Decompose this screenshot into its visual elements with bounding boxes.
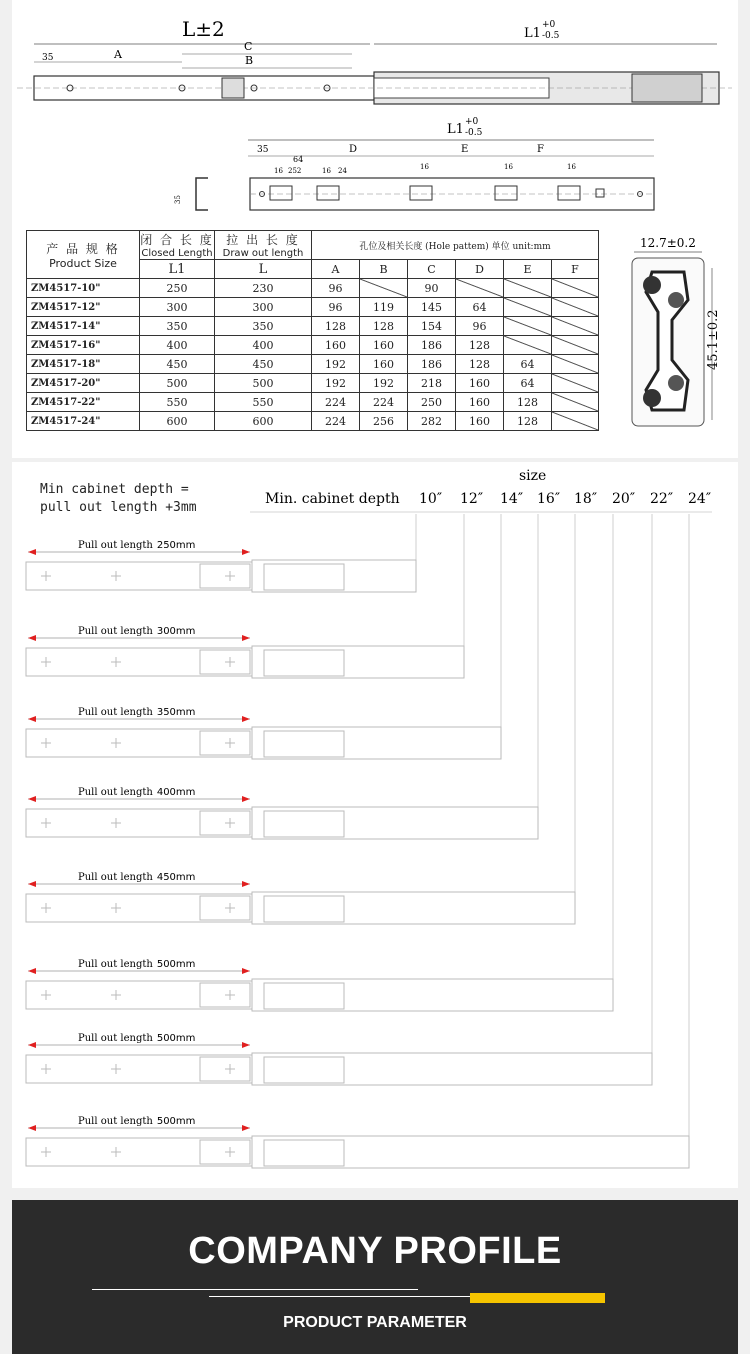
pull-out-length-label: Pull out length 500mm xyxy=(78,959,196,970)
pull-out-length-label: Pull out length 250mm xyxy=(78,540,196,551)
cell-F xyxy=(552,393,599,412)
cell-D xyxy=(456,279,504,298)
pull-out-length-label: Pull out length 500mm xyxy=(78,1116,196,1127)
dim-24-label: 24 xyxy=(338,167,347,175)
cell-L1: 250 xyxy=(140,279,215,298)
cell-B: 224 xyxy=(360,393,408,412)
col-A: A xyxy=(312,260,360,279)
cell-F xyxy=(552,317,599,336)
cell-D: 160 xyxy=(456,374,504,393)
dim-16a-label: 16 xyxy=(274,167,283,175)
cell-C: 154 xyxy=(408,317,456,336)
size-tick-label: 22″ xyxy=(650,491,674,507)
cell-C: 218 xyxy=(408,374,456,393)
cell-B: 256 xyxy=(360,412,408,431)
dim-E-label: E xyxy=(461,144,469,155)
profile-width-label: 12.7±0.2 xyxy=(640,236,696,250)
cell-L1: 400 xyxy=(140,336,215,355)
dim-L1-label: L1 xyxy=(524,26,541,41)
dim-64-label: 64 xyxy=(293,155,304,164)
cell-D: 128 xyxy=(456,336,504,355)
cell-L: 500 xyxy=(215,374,312,393)
cell-model: ZM4517-22" xyxy=(27,393,140,412)
red-arrow-icon xyxy=(28,968,36,974)
cell-A: 224 xyxy=(312,412,360,431)
cell-model: ZM4517-14" xyxy=(27,317,140,336)
cell-model: ZM4517-10" xyxy=(27,279,140,298)
dim-C-label: C xyxy=(244,40,253,53)
cell-E: 128 xyxy=(504,412,552,431)
dim-16e-label: 16 xyxy=(567,163,576,171)
header-hole-pattern: 孔位及相关长度 (Hole pattem) 单位 unit:mm xyxy=(312,231,599,260)
cell-A: 96 xyxy=(312,298,360,317)
dim-L1-tol-minus: -0.5 xyxy=(542,31,560,41)
cell-L: 350 xyxy=(215,317,312,336)
cell-D: 128 xyxy=(456,355,504,374)
dim-35-label-2: 35 xyxy=(257,145,269,155)
dim-height-label: 35 xyxy=(174,195,182,204)
red-arrow-icon xyxy=(242,796,250,802)
dim-F-label: F xyxy=(537,144,544,155)
cell-L1: 600 xyxy=(140,412,215,431)
cell-L1: 550 xyxy=(140,393,215,412)
product-parameter-subtitle: PRODUCT PARAMETER xyxy=(283,1314,467,1331)
header-product-size: 产 品 规 格 Product Size xyxy=(27,231,140,279)
cell-B: 192 xyxy=(360,374,408,393)
cell-L: 230 xyxy=(215,279,312,298)
cell-A: 224 xyxy=(312,393,360,412)
pull-out-length-label: Pull out length 400mm xyxy=(78,787,196,798)
size-tick-label: 12″ xyxy=(460,491,484,507)
dim-A-label: A xyxy=(114,48,122,61)
dim-16b-label: 16 xyxy=(322,167,331,175)
cell-B: 119 xyxy=(360,298,408,317)
red-arrow-icon xyxy=(242,1125,250,1131)
red-arrow-icon xyxy=(242,635,250,641)
pull-out-length-label: Pull out length 450mm xyxy=(78,872,196,883)
red-arrow-icon xyxy=(28,549,36,555)
cell-D: 64 xyxy=(456,298,504,317)
col-B: B xyxy=(360,260,408,279)
divider-line xyxy=(92,1289,418,1290)
red-arrow-icon xyxy=(28,881,36,887)
cell-L1: 450 xyxy=(140,355,215,374)
dim-16c-label: 16 xyxy=(420,163,429,171)
header-draw-out-length: 拉 出 长 度 Draw out length xyxy=(215,231,312,260)
cabinet-depth-diagram xyxy=(12,462,738,1188)
col-C: C xyxy=(408,260,456,279)
company-profile-title: COMPANY PROFILE xyxy=(188,1230,562,1272)
min-cabinet-depth-label: Min. cabinet depth xyxy=(265,491,400,507)
dim-L1-label-2: L1 xyxy=(447,122,464,137)
cell-F xyxy=(552,336,599,355)
cell-A: 96 xyxy=(312,279,360,298)
min-depth-note: Min cabinet depth = pull out length +3mm xyxy=(40,482,197,515)
table-row xyxy=(27,393,599,412)
cell-model: ZM4517-16" xyxy=(27,336,140,355)
cell-B: 160 xyxy=(360,355,408,374)
cell-D: 96 xyxy=(456,317,504,336)
red-arrow-icon xyxy=(28,1125,36,1131)
cell-A: 160 xyxy=(312,336,360,355)
cell-B: 160 xyxy=(360,336,408,355)
cell-model: ZM4517-24" xyxy=(27,412,140,431)
cell-L: 600 xyxy=(215,412,312,431)
size-tick-label: 20″ xyxy=(612,491,636,507)
pull-out-length-label: Pull out length 300mm xyxy=(78,626,196,637)
company-profile-banner xyxy=(12,1200,738,1354)
cell-A: 128 xyxy=(312,317,360,336)
cell-E xyxy=(504,336,552,355)
size-tick-label: 18″ xyxy=(574,491,598,507)
cabinet-depth-panel xyxy=(12,462,738,1188)
red-arrow-icon xyxy=(28,1042,36,1048)
dim-L1-tol-plus-2: +0 xyxy=(465,117,479,127)
cell-L: 550 xyxy=(215,393,312,412)
table-row xyxy=(27,355,599,374)
cell-C: 250 xyxy=(408,393,456,412)
dim-252-label: 252 xyxy=(288,167,302,175)
spec-drawing-panel xyxy=(12,0,738,458)
red-arrow-icon xyxy=(28,796,36,802)
cell-E xyxy=(504,279,552,298)
dim-L-label: L±2 xyxy=(182,17,225,41)
red-arrow-icon xyxy=(242,881,250,887)
cell-E: 64 xyxy=(504,355,552,374)
red-arrow-icon xyxy=(242,1042,250,1048)
cell-B xyxy=(360,279,408,298)
col-L1: L1 xyxy=(140,260,215,279)
col-F: F xyxy=(552,260,599,279)
pull-out-length-label: Pull out length 350mm xyxy=(78,707,196,718)
size-tick-label: 16″ xyxy=(537,491,561,507)
cell-E xyxy=(504,298,552,317)
cell-B: 128 xyxy=(360,317,408,336)
cell-F xyxy=(552,374,599,393)
cell-L: 450 xyxy=(215,355,312,374)
table-row xyxy=(27,412,599,431)
cell-C: 186 xyxy=(408,336,456,355)
header-closed-length: 闭 合 长 度 Closed Length xyxy=(140,231,215,260)
red-arrow-icon xyxy=(28,716,36,722)
cell-model: ZM4517-12" xyxy=(27,298,140,317)
cell-E: 64 xyxy=(504,374,552,393)
table-row xyxy=(27,374,599,393)
size-tick-label: 14″ xyxy=(500,491,524,507)
cell-A: 192 xyxy=(312,355,360,374)
dim-35-label: 35 xyxy=(42,53,54,63)
profile-height-label: 45.1±0.2 xyxy=(706,309,721,370)
accent-bar xyxy=(470,1293,605,1303)
red-arrow-icon xyxy=(242,549,250,555)
size-tick-label: 10″ xyxy=(419,491,443,507)
cell-E xyxy=(504,317,552,336)
red-arrow-icon xyxy=(242,968,250,974)
pull-out-row xyxy=(26,514,416,592)
table-row xyxy=(27,317,599,336)
cell-F xyxy=(552,279,599,298)
table-row xyxy=(27,298,599,317)
cell-L1: 500 xyxy=(140,374,215,393)
col-D: D xyxy=(456,260,504,279)
cell-F xyxy=(552,298,599,317)
cell-C: 90 xyxy=(408,279,456,298)
cell-A: 192 xyxy=(312,374,360,393)
size-tick-label: 24″ xyxy=(688,491,712,507)
dim-D-label: D xyxy=(349,144,358,155)
cell-model: ZM4517-18" xyxy=(27,355,140,374)
dim-L1-tol-plus: +0 xyxy=(542,20,556,30)
cell-L: 400 xyxy=(215,336,312,355)
red-arrow-icon xyxy=(28,635,36,641)
cell-D: 160 xyxy=(456,393,504,412)
table-row xyxy=(27,336,599,355)
dim-L1-tol-minus-2: -0.5 xyxy=(465,128,483,138)
cell-D: 160 xyxy=(456,412,504,431)
cell-C: 282 xyxy=(408,412,456,431)
cell-E: 128 xyxy=(504,393,552,412)
cell-L1: 350 xyxy=(140,317,215,336)
dim-16d-label: 16 xyxy=(504,163,513,171)
dim-B-label: B xyxy=(245,54,254,67)
pull-out-row xyxy=(26,514,464,678)
cell-F xyxy=(552,412,599,431)
pull-out-length-label: Pull out length 500mm xyxy=(78,1033,196,1044)
col-E: E xyxy=(504,260,552,279)
table-row xyxy=(27,279,599,298)
cell-C: 145 xyxy=(408,298,456,317)
cell-F xyxy=(552,355,599,374)
spec-table xyxy=(26,230,599,431)
cell-model: ZM4517-20" xyxy=(27,374,140,393)
red-arrow-icon xyxy=(242,716,250,722)
cell-C: 186 xyxy=(408,355,456,374)
size-label: size xyxy=(519,468,547,484)
cell-L: 300 xyxy=(215,298,312,317)
cell-L1: 300 xyxy=(140,298,215,317)
col-L: L xyxy=(215,260,312,279)
